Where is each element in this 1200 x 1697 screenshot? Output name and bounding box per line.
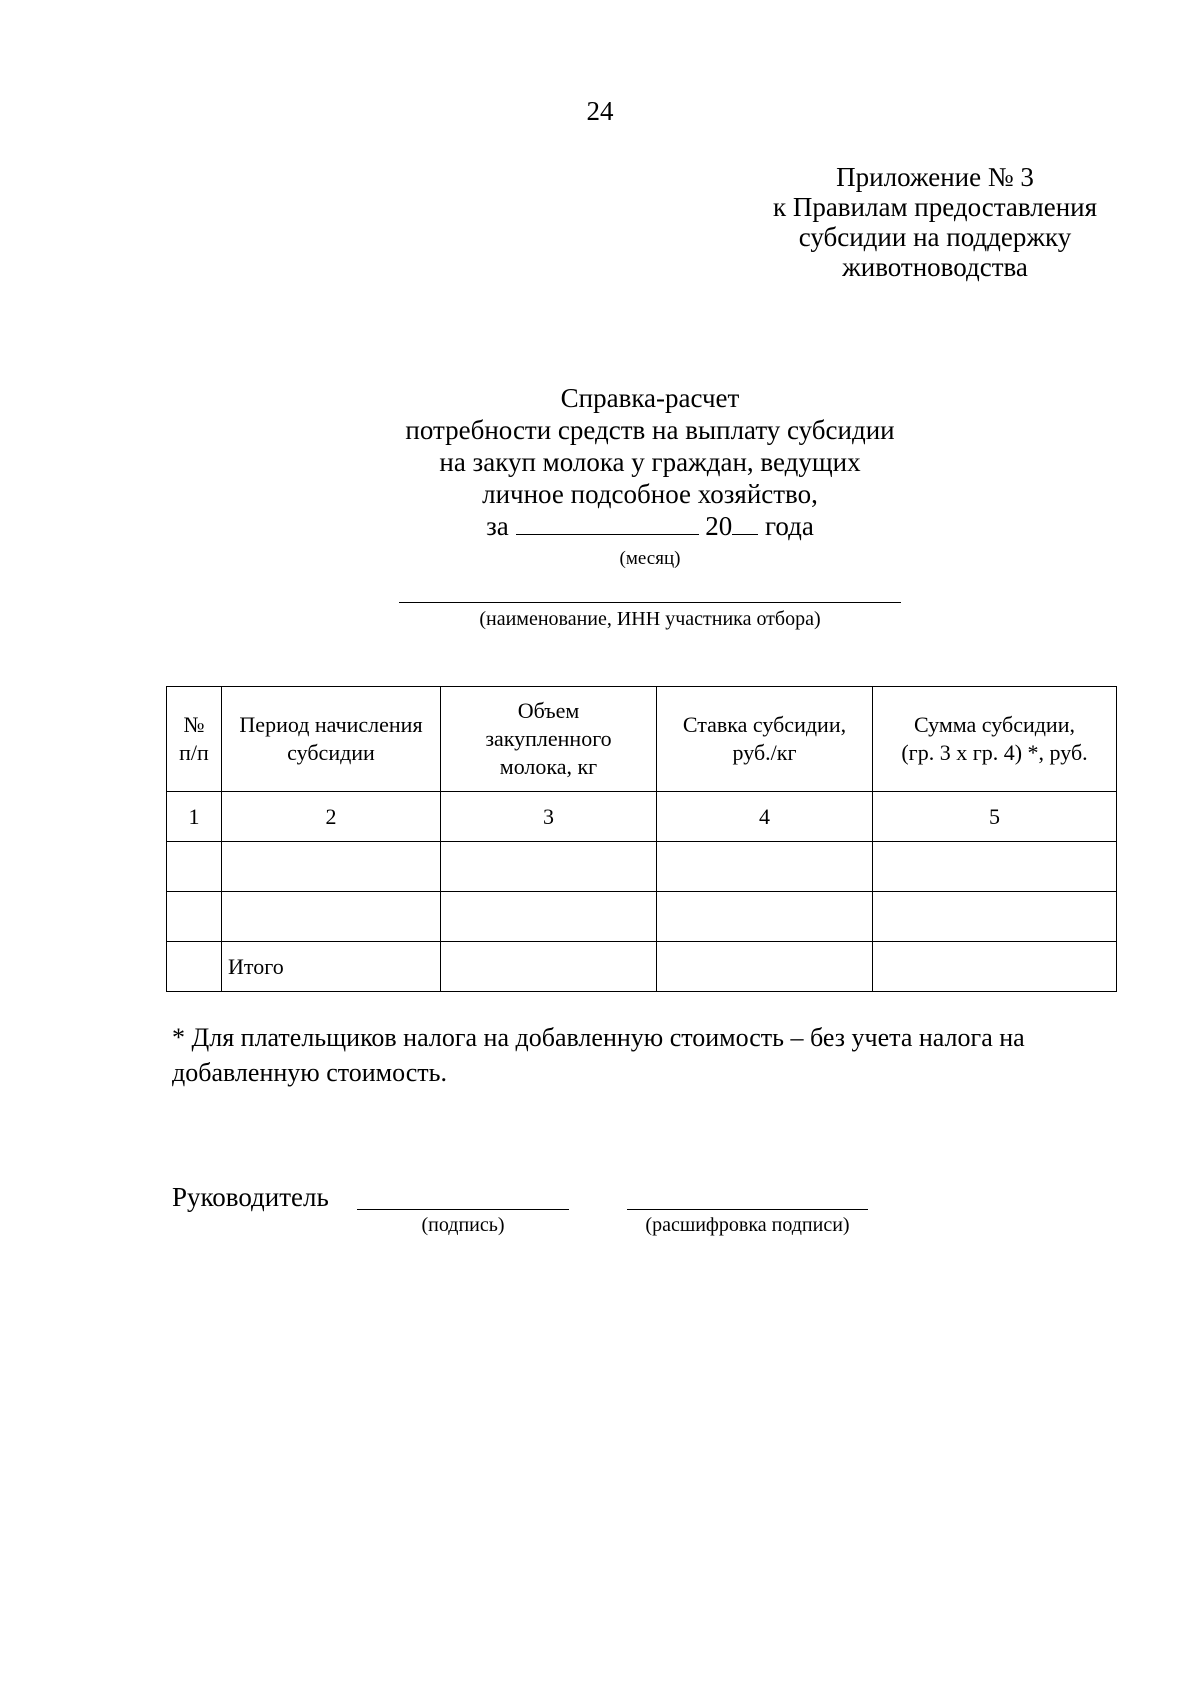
header-text: № п/п <box>179 712 209 765</box>
appendix-line: к Правилам предоставления <box>772 192 1098 222</box>
header-text: Объем закупленного молока, кг <box>485 698 612 779</box>
title-line: личное подсобное хозяйство, <box>482 479 818 509</box>
table-row <box>167 842 1117 892</box>
column-number: 3 <box>441 792 657 842</box>
page-number: 24 <box>586 96 614 126</box>
participant-name-line[interactable] <box>399 602 901 603</box>
appendix-line: субсидии на поддержку <box>798 222 1072 252</box>
signature-caption: (подпись) <box>421 1214 505 1236</box>
header-cell-rate <box>657 687 873 792</box>
table-cell[interactable] <box>657 942 873 992</box>
title-line: Справка-расчет <box>560 383 740 413</box>
signature-decoding-line[interactable] <box>627 1209 868 1210</box>
table-cell[interactable] <box>167 842 222 892</box>
table-cell[interactable] <box>657 842 873 892</box>
table-cell[interactable] <box>167 892 222 942</box>
year-blank[interactable] <box>732 512 758 535</box>
table-cell[interactable] <box>222 892 441 942</box>
table-cell[interactable] <box>441 842 657 892</box>
period-prefix: за <box>486 511 509 541</box>
title-line: потребности средств на выплату субсидии <box>405 415 895 445</box>
column-number: 2 <box>222 792 441 842</box>
header-text: Сумма субсидии, (гр. 3 х гр. 4) *, руб. <box>901 712 1088 765</box>
column-number: 1 <box>167 792 222 842</box>
table-cell[interactable] <box>167 942 222 992</box>
subsidy-calculation-table <box>166 686 1117 992</box>
period-line <box>300 510 1000 542</box>
column-number: 5 <box>873 792 1117 842</box>
header-cell-number <box>167 687 222 792</box>
column-number-row <box>167 792 1117 842</box>
signature-label: Руководитель <box>172 1182 329 1212</box>
appendix-line: животноводства <box>842 252 1028 282</box>
header-text: Ставка субсидии, руб./кг <box>682 712 847 765</box>
table-cell[interactable] <box>441 942 657 992</box>
table-header-row <box>167 687 1117 792</box>
table-row <box>167 892 1117 942</box>
footnote: * Для плательщиков налога на добавленную стоимость – без учета налога на добавленную стоимость. <box>172 1023 1025 1087</box>
table-cell[interactable] <box>873 942 1117 992</box>
table-cell[interactable] <box>873 892 1117 942</box>
title-line: на закуп молока у граждан, ведущих <box>439 447 861 477</box>
document-title <box>300 382 1000 542</box>
signature-decoding-caption: (расшифровка подписи) <box>645 1214 850 1236</box>
month-caption: (месяц) <box>619 548 681 569</box>
appendix-reference <box>735 162 1135 282</box>
header-text: Период начисления субсидии <box>239 712 423 765</box>
header-cell-amount <box>873 687 1117 792</box>
total-label: Итого <box>222 942 441 992</box>
year-suffix: года <box>765 511 814 541</box>
table-cell[interactable] <box>873 842 1117 892</box>
month-blank[interactable] <box>516 512 699 535</box>
table-cell[interactable] <box>222 842 441 892</box>
total-row <box>167 942 1117 992</box>
column-number: 4 <box>657 792 873 842</box>
table-cell[interactable] <box>657 892 873 942</box>
header-cell-period <box>222 687 441 792</box>
header-cell-volume <box>441 687 657 792</box>
year-prefix: 20 <box>705 511 733 541</box>
table-cell[interactable] <box>441 892 657 942</box>
participant-name-caption: (наименование, ИНН участника отбора) <box>479 608 821 630</box>
appendix-line: Приложение № 3 <box>836 162 1034 192</box>
signature-line[interactable] <box>357 1209 569 1210</box>
